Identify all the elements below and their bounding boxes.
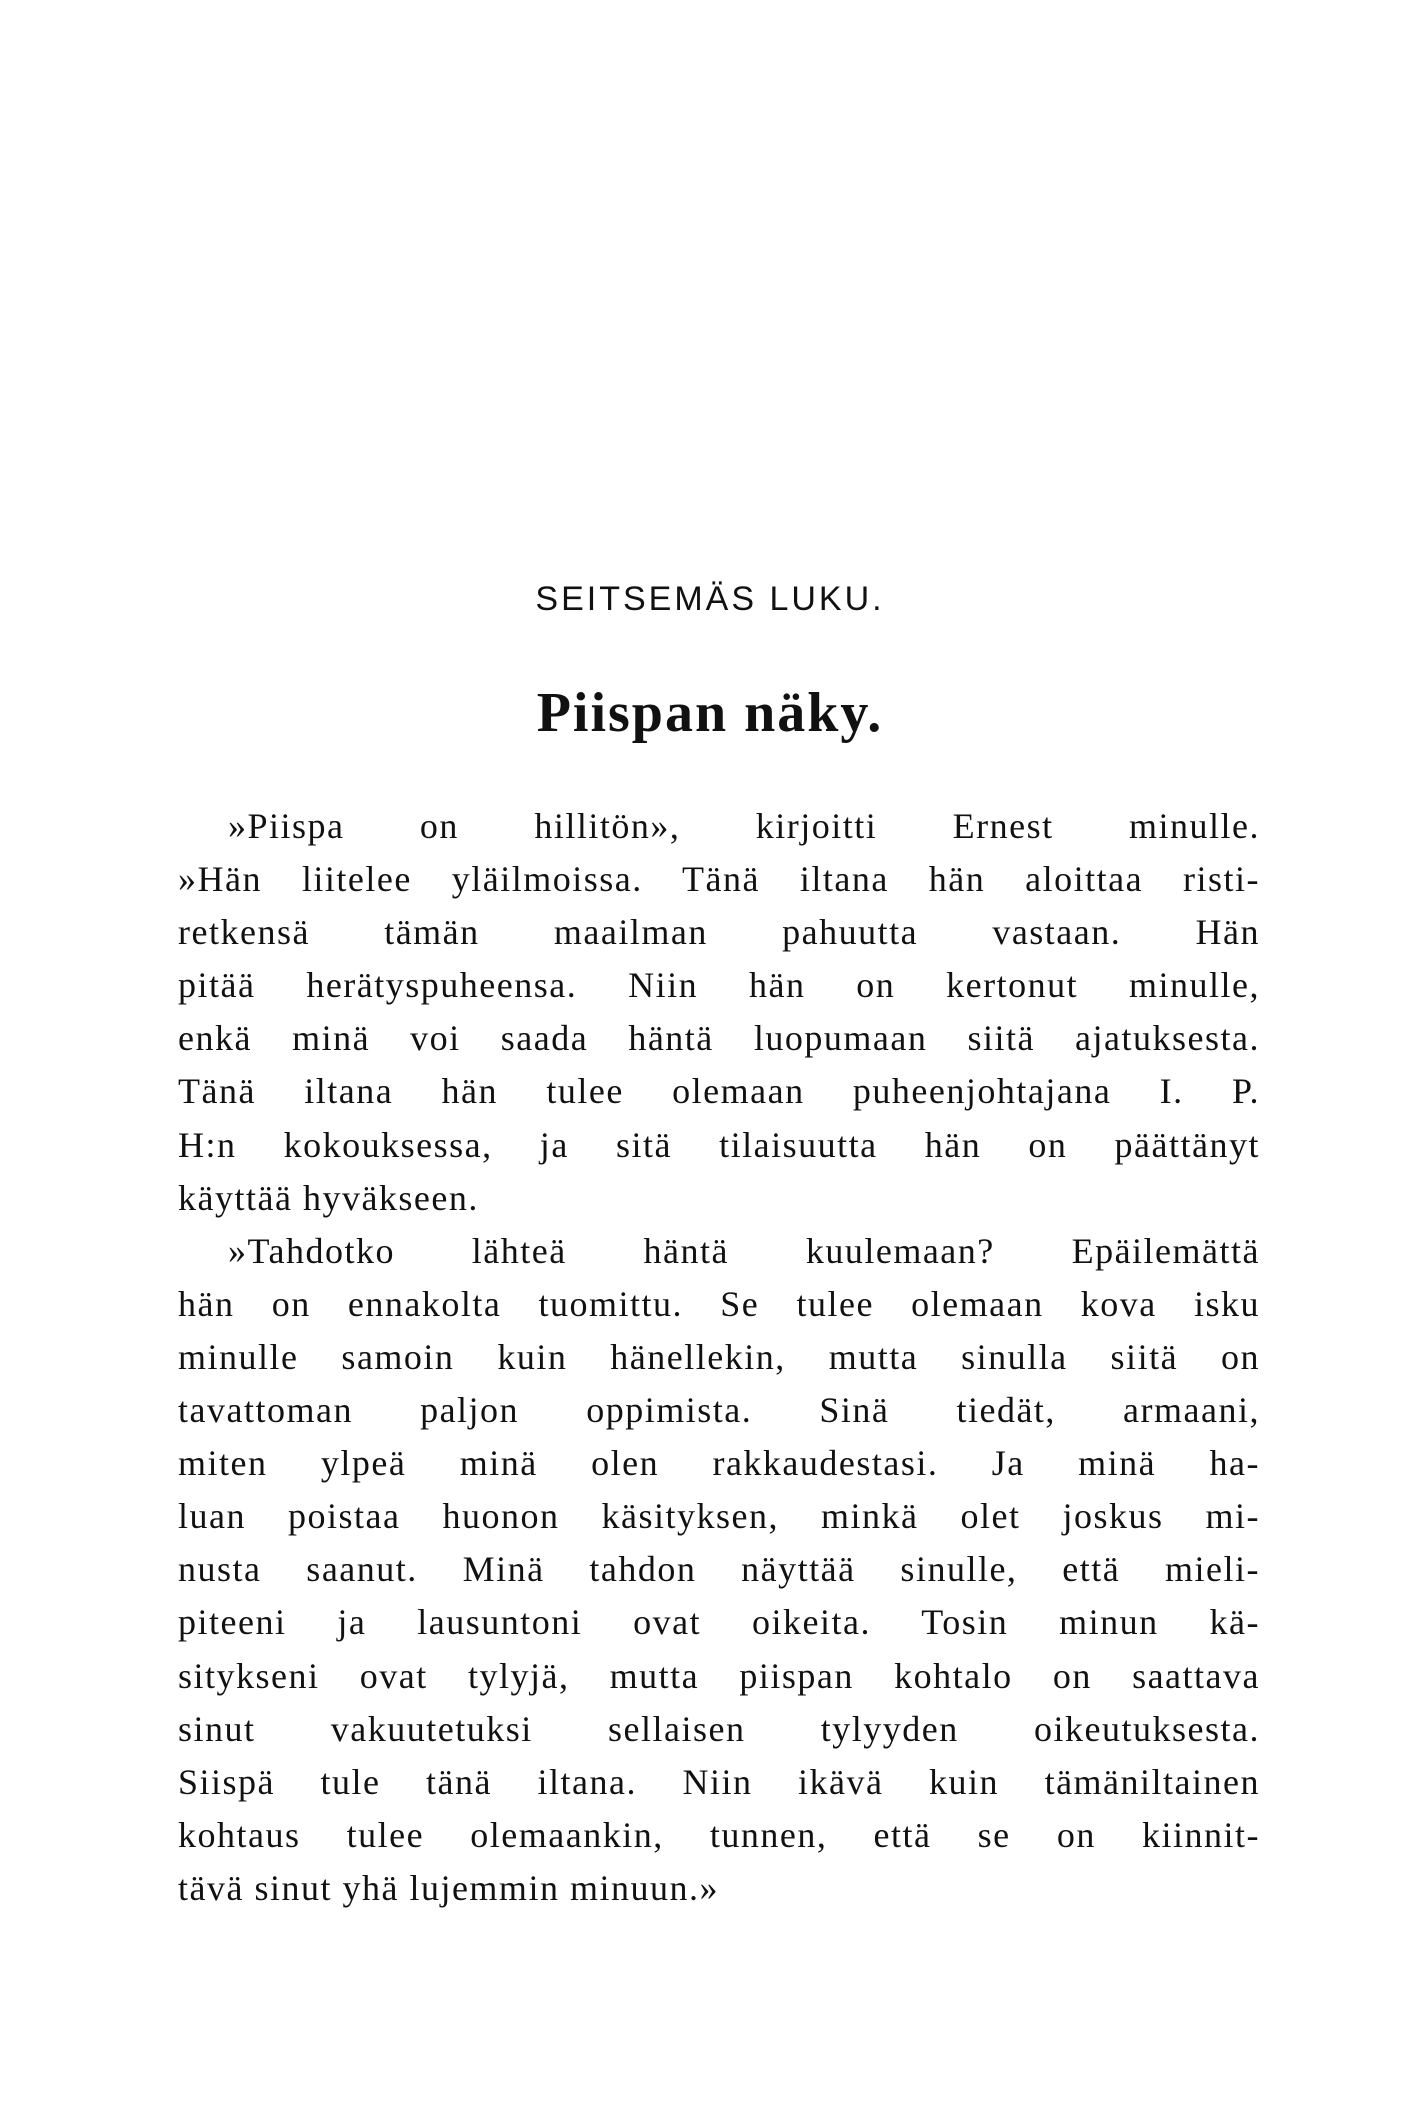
text-line: »Piispa on hillitön», kirjoitti Ernest minulle. <box>228 806 1260 846</box>
text-line: »Hän liitelee yläilmoissa. Tänä iltana hän aloittaa risti- <box>178 859 1260 900</box>
text-line: käyttää hyväkseen. <box>178 1177 479 1218</box>
body-text <box>178 800 1260 1915</box>
chapter-title: Piispan näky. <box>536 682 884 744</box>
text-line: hän on ennakolta tuomittu. Se tulee olemaan kova isku <box>178 1283 1260 1324</box>
text-line: pitää herätyspuheensa. Niin hän on kertonut minulle, <box>178 965 1260 1006</box>
text-line: piteeni ja lausuntoni ovat oikeita. Tosin minun kä- <box>178 1602 1260 1643</box>
text-line: H:n kokouksessa, ja sitä tilaisuutta hän on päättänyt <box>178 1124 1260 1165</box>
text-line: enkä minä voi saada häntä luopumaan siitä ajatuksesta. <box>178 1018 1260 1059</box>
text-line: luan poistaa huonon käsityksen, minkä olet joskus mi- <box>178 1496 1260 1537</box>
text-line: tävä sinut yhä lujemmin minuun.» <box>178 1867 719 1908</box>
text-line: sitykseni ovat tylyjä, mutta piispan kohtalo on saattava <box>178 1655 1260 1696</box>
text-line: kohtaus tulee olemaankin, tunnen, että se on kiinnit- <box>178 1814 1260 1855</box>
text-line: retkensä tämän maailman pahuutta vastaan. Hän <box>178 912 1260 953</box>
text-line: sinut vakuutetuksi sellaisen tylyyden oikeutuksesta. <box>178 1708 1260 1749</box>
text-line: miten ylpeä minä olen rakkaudestasi. Ja minä ha- <box>178 1443 1260 1484</box>
text-line: nusta saanut. Minä tahdon näyttää sinulle, että mieli- <box>178 1549 1260 1590</box>
text-line: Tänä iltana hän tulee olemaan puheenjohtajana I. P. <box>178 1071 1260 1112</box>
chapter-number: SEITSEMÄS LUKU. <box>535 580 885 618</box>
text-line: minulle samoin kuin hänellekin, mutta sinulla siitä on <box>178 1336 1260 1377</box>
text-line: Siispä tule tänä iltana. Niin ikävä kuin tämäniltainen <box>178 1761 1260 1802</box>
text-line: »Tahdotko lähteä häntä kuulemaan? Epäilemättä <box>228 1230 1260 1271</box>
text-line: tavattoman paljon oppimista. Sinä tiedät, armaani, <box>178 1390 1260 1431</box>
